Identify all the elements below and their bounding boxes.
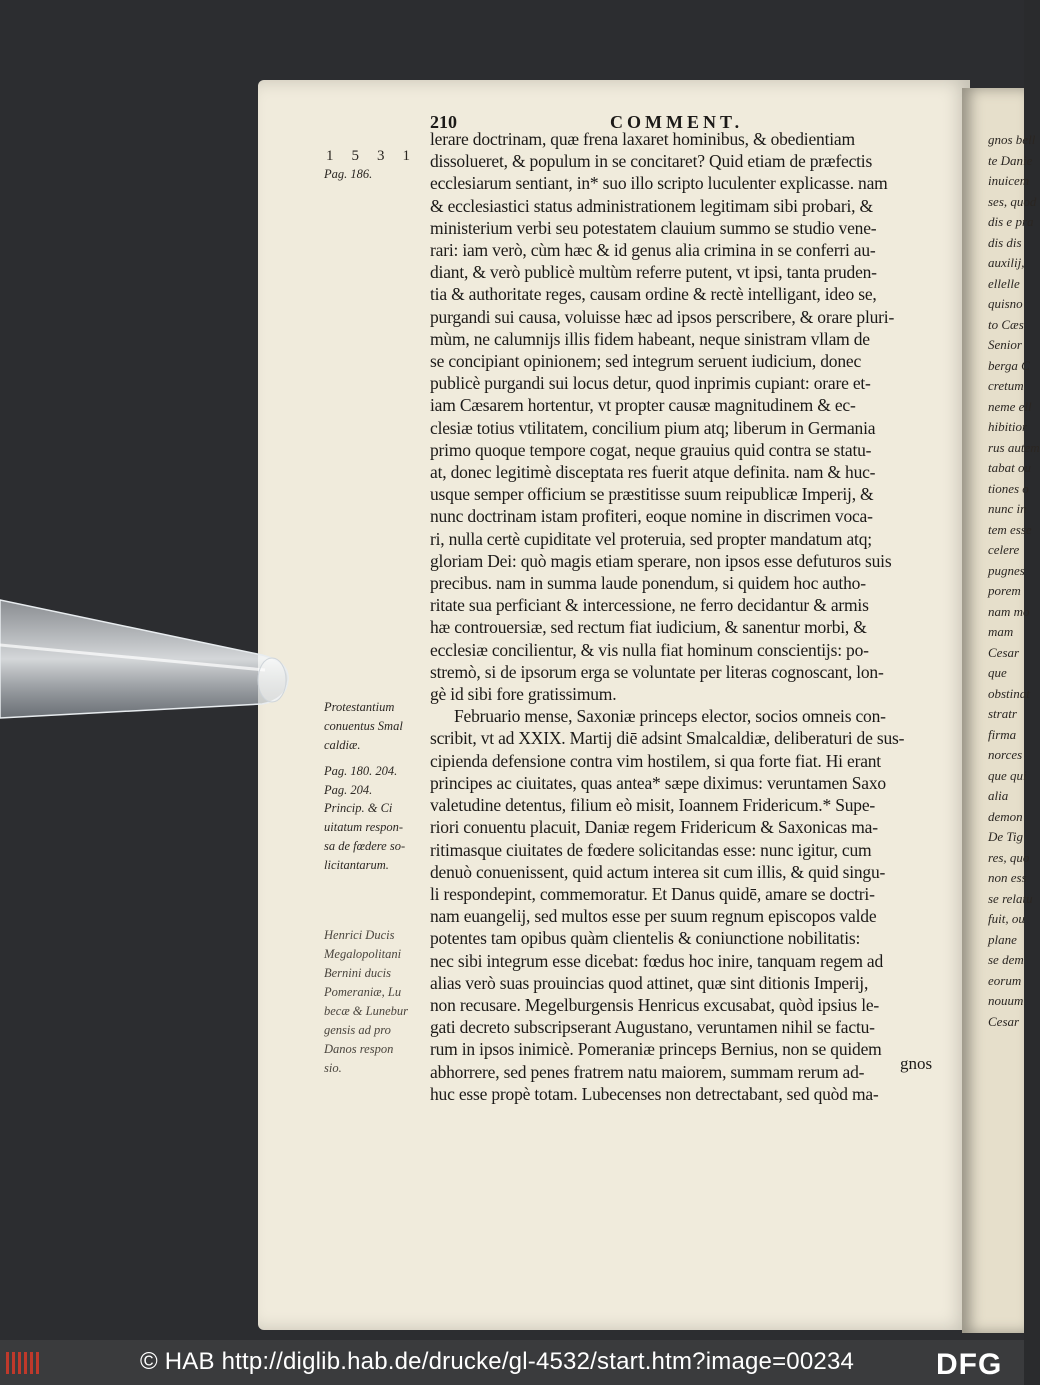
page-number: 210 xyxy=(430,112,457,132)
facing-page-line: non ess xyxy=(988,870,1027,885)
facing-page-line: nam mo xyxy=(988,603,1030,619)
facing-page-line: quisno xyxy=(988,296,1023,311)
facing-page-line: celere xyxy=(988,542,1020,557)
facing-page-line: dis e pra xyxy=(988,214,1034,229)
margin-note-line: Henrici Ducis xyxy=(324,928,395,942)
facing-page-line: porem xyxy=(988,583,1021,598)
facing-page-line: res, quo xyxy=(988,849,1030,865)
text-line: alias verò suas prouincias quod attinet, quæ sint ditionis Imperij, xyxy=(430,972,869,993)
facing-page-line: tabat ou xyxy=(988,460,1031,475)
dfg-logo: DFG xyxy=(936,1348,1003,1381)
margin-note-line: Pag. 186. xyxy=(324,167,373,181)
text-line: gloriam Dei: quò magis etiam sperare, non ipsos esse defuturos suis xyxy=(430,550,892,571)
facing-page-line: cretum xyxy=(988,378,1024,393)
text-line: tia & authoritate reges, causam ordine & rectè intelligant, ideo se, xyxy=(430,284,877,305)
copyright-link[interactable]: © HAB http://diglib.hab.de/drucke/gl-4532/start.htm?image=00234 xyxy=(140,1348,855,1375)
catchword: gnos xyxy=(900,1054,933,1073)
margin-note-page-refs xyxy=(324,762,424,800)
viewer-footer xyxy=(0,1340,1024,1385)
text-line: stremò, si de ipsorum erga se voluntate per literas cognoscant, lon- xyxy=(430,661,884,682)
facing-page-line: alia xyxy=(988,788,1009,803)
facing-page-line: berga C xyxy=(988,357,1030,373)
text-line: clesiæ totius vtilitatem, concilium pium atq; liberum in Germania xyxy=(430,417,876,438)
facing-page-text xyxy=(962,130,1040,1032)
margin-note-line: licitantarum. xyxy=(324,858,389,872)
text-line: dissolueret, & populum in se concitaret? Quid etiam de præfectis xyxy=(430,151,873,172)
facing-page-line: nouum xyxy=(988,993,1024,1008)
main-text-block xyxy=(430,128,950,1105)
margin-note-line: conuentus Smal xyxy=(324,719,403,733)
facing-page-line: Senior xyxy=(988,337,1022,352)
text-line: lerare doctrinam, quæ frena laxaret hominibus, & obedientiam xyxy=(430,129,855,149)
margin-note-line: Pag. 204. xyxy=(324,783,373,797)
facing-page-line: firma xyxy=(988,726,1017,742)
text-line: nunc doctrinam istam profiteri, eoque nomine in discrimen voca- xyxy=(430,506,873,527)
facing-page-line: gnos bell xyxy=(988,132,1036,147)
facing-page-line: rus autem xyxy=(988,439,1040,455)
facing-page-line: inuicem xyxy=(988,173,1030,188)
text-line: precibus. nam in summa laude ponendum, si quidem hoc autho- xyxy=(430,573,866,594)
text-line: li respondeƿint, commemoratur. Et Danus quidē, amare se doctri- xyxy=(430,883,875,904)
facing-page-edge xyxy=(962,88,1040,1333)
margin-note-line: sio. xyxy=(324,1061,342,1075)
text-line: scribit, vt ad XXIX. Martij diē adsint Smalcaldiæ, deliberaturi de sus- xyxy=(430,728,905,749)
text-line: potentes tam opibus quàm clientelis & coniunctione nobilitatis: xyxy=(430,928,861,949)
text-line: Februario mense, Saxoniæ princeps elector, socios omneis con- xyxy=(454,706,886,727)
hab-logo-icon xyxy=(6,1348,46,1378)
margin-note-page-ref xyxy=(324,165,424,184)
text-line: usque semper officium se præstitisse suum reipublicæ Imperij, & xyxy=(430,484,874,505)
text-line: purgandi sui causa, voluisse hæc ad ipsos perscribere, & orare pluri- xyxy=(430,306,895,327)
glass-weight-tool xyxy=(0,600,290,740)
text-line: rum in ipsos inimicè. Pomeraniæ princeps Bernius, non se quidem xyxy=(430,1039,882,1060)
facing-page-line: obstinat xyxy=(988,685,1030,701)
text-line: mùm, ne calumnijs illis fidem habeant, neque sinistram vllam de xyxy=(430,328,870,349)
text-line: ecclesiæ concilientur, & vis nulla fiat hominum conscientijs: po- xyxy=(430,639,869,660)
facing-page-line: fuit, ou xyxy=(988,911,1025,926)
margin-note-convention xyxy=(324,698,424,755)
margin-note-line: uitatum respon- xyxy=(324,820,404,834)
text-line: abhorrere, sed penes fratrem natu maiorem, summam rerum ad- xyxy=(430,1061,865,1082)
margin-note-line: becæ & Lunebur xyxy=(324,1004,409,1018)
facing-page-line: mam xyxy=(988,624,1014,639)
facing-page-line: plane xyxy=(988,931,1017,947)
text-line: at, donec legitimè disceptata res fuerit atque definita. nam & huc- xyxy=(430,462,876,483)
text-line: se concipiant opinionem; sed integrum seruent iudicium, donec xyxy=(430,351,862,372)
facing-page-line: se dem xyxy=(988,952,1024,967)
text-line: gati decreto subscripserant Augustano, veruntamen nihil se factu- xyxy=(430,1017,875,1038)
margin-note-line: caldiæ. xyxy=(324,738,361,752)
text-line: ministerium verbi seu potestatem clauium summo se studio vene- xyxy=(430,217,877,238)
margin-note-responses xyxy=(324,799,424,875)
facing-page-line: ellelle xyxy=(988,275,1020,291)
facing-page-line: pugnes xyxy=(988,562,1025,578)
text-line: & ecclesiastici status administrationem legitimam sibi probari, & xyxy=(430,195,873,216)
margin-note-line: Megalopolitani xyxy=(324,947,402,961)
text-line: ri, nulla certè cupiditate vel proteruia, sed propter mandatum atq; xyxy=(430,528,872,549)
facing-page-line: te Danie xyxy=(988,152,1033,168)
facing-page-line: stratr xyxy=(988,706,1017,721)
text-line: principes ac ciuitates, quas antea* sæpe diximus: veruntamen Saxo xyxy=(430,772,886,793)
text-line: ritimasque ciuitates de fœdere solicitandas esse: nunc igitur, cum xyxy=(430,839,872,860)
margin-note-line: Princip. & Ci xyxy=(324,801,393,815)
text-line: cipienda defensione contra vim hostilem, si qua forte fiat. Hi erant xyxy=(430,750,881,771)
facing-page-line: neme ell xyxy=(988,398,1032,414)
margin-note-line: Pomeraniæ, Lu xyxy=(324,985,402,999)
facing-page-line: demon xyxy=(988,808,1023,824)
facing-page-line: Cesar xyxy=(988,644,1020,660)
text-line: riori conuentu placuit, Daniæ regem Fridericum & Saxonicas ma- xyxy=(430,817,878,838)
text-line: iam Cæsarem hortentur, vt propter causæ magnitudinem & ec- xyxy=(430,395,856,416)
facing-page-line: dis dis xyxy=(988,234,1022,250)
text-line: denuò conuenissent, quid actum interea sit cum illis, & quid singu- xyxy=(430,861,886,882)
text-line: primo quoque tempore cogat, neque grauius quid contra se statu- xyxy=(430,439,872,460)
text-line: rari: iam verò, cùm hæc & id genus alia crimina in se conferri au- xyxy=(430,240,876,261)
facing-page-line: eorum xyxy=(988,972,1022,988)
margin-note-dukes xyxy=(324,926,424,1078)
facing-page-line: auxilij, xyxy=(988,255,1025,270)
running-title: COMMENT. xyxy=(610,112,744,132)
facing-page-line: tem esse xyxy=(988,521,1032,537)
facing-page-line: to Cæs xyxy=(988,316,1024,332)
facing-page-line: se relatu xyxy=(988,890,1033,906)
facing-page-line: que qui xyxy=(988,767,1027,783)
facing-page-line: ses, quod xyxy=(988,193,1037,209)
text-line: hæ controuersiæ, sed rectum fiat iudicium, & sanentur morbi, & xyxy=(430,617,867,638)
margin-note-line: Pag. 180. 204. xyxy=(324,764,398,778)
text-line: valetudine detentus, filium eò misit, Ioannem Fridericum.* Supe- xyxy=(430,795,876,816)
margin-note-line: sa de fœdere so- xyxy=(324,839,406,853)
facing-page-line: nunc in xyxy=(988,501,1027,516)
text-line: nec sibi integrum esse dicebat: fœdus hoc inire, tanquam regem ad xyxy=(430,950,884,971)
text-line: ecclesiarum sentiant, in* suo illo scripto luculenter explicasse. nam xyxy=(430,173,888,194)
text-line: huc esse propè totam. Lubecenses non detrectabant, sed quòd ma- xyxy=(430,1083,879,1104)
text-line: diant, & verò publicè multùm referre putent, vt ipsi, tanta pruden- xyxy=(430,262,877,283)
facing-page-line: Cesar xyxy=(988,1013,1020,1029)
text-line: gè id sibi fore gratissimum. xyxy=(430,684,617,705)
margin-note-line: Bernini ducis xyxy=(324,966,392,980)
text-line: ritate sua perficiant & intercessione, ne ferro decidantur & armis xyxy=(430,595,869,616)
margin-note-line: Danos respon xyxy=(324,1042,394,1056)
text-line: nam euangelij, sed multos esse per suum regnum episcopos valde xyxy=(430,906,877,927)
facing-page-line: De Tig xyxy=(988,829,1024,844)
text-line: non recusare. Megelburgensis Henricus excusabat, quòd ipsius le- xyxy=(430,994,880,1015)
margin-note-line: Protestantium xyxy=(324,700,395,714)
facing-page-line: norces xyxy=(988,747,1023,762)
text-line: publicè purgandi sui locus detur, quod inprimis cupiant: orare et- xyxy=(430,373,871,394)
facing-page-line: tiones o xyxy=(988,480,1029,496)
margin-note-line: gensis ad pro xyxy=(324,1023,391,1037)
facing-page-line: que xyxy=(988,665,1007,680)
margin-year: 1531 xyxy=(326,148,428,164)
facing-page-line: hibitior xyxy=(988,419,1028,434)
